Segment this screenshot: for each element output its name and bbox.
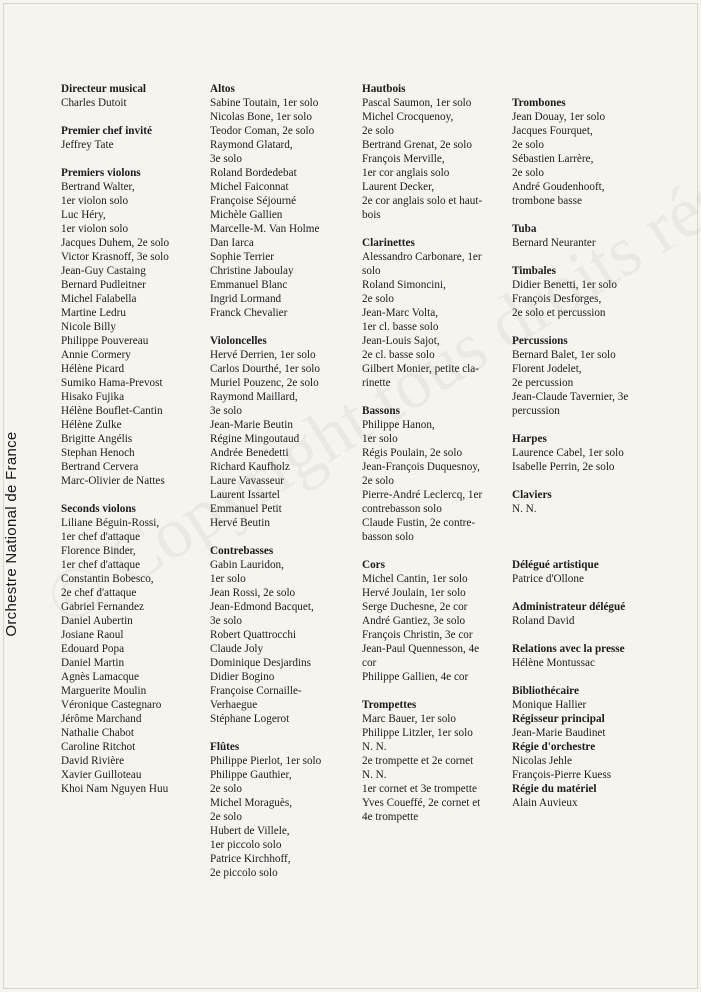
section-heading: Claviers — [512, 489, 552, 501]
roster-line: Régis Poulain, 2e solo — [362, 447, 463, 459]
roster-line: Josiane Raoul — [61, 629, 124, 641]
roster-line: Philippe Hanon, — [362, 419, 435, 431]
roster-line: Marc Bauer, 1er solo — [362, 713, 456, 725]
section-seconds-violons — [61, 502, 201, 796]
roster-line: Robert Quattrocchi — [210, 629, 297, 641]
roster-line: Didier Bogino — [210, 671, 275, 683]
roster-line: Dominique Desjardins — [210, 657, 311, 669]
roster-line: Patrice d'Ollone — [512, 573, 584, 585]
roster-line: Monique Hallier — [512, 699, 587, 711]
roster-line: 1er violon solo — [61, 223, 129, 235]
roster-line: Philippe Pouvereau — [61, 335, 149, 347]
roster-line: cor — [362, 657, 377, 669]
section-heading: Délégué artistique — [512, 559, 599, 571]
section-trompettes — [362, 698, 502, 824]
roster-line: Edouard Popa — [61, 643, 125, 655]
roster-line: Isabelle Perrin, 2e solo — [512, 461, 615, 473]
roster-line: Victor Krasnoff, 3e solo — [61, 251, 169, 263]
section-tuba — [512, 222, 662, 250]
roster-line: contrebasson solo — [362, 503, 442, 515]
roster-line: 1er cl. basse solo — [362, 321, 439, 333]
column-4 — [512, 96, 662, 810]
roster-line: Laurent Issartel — [210, 489, 280, 501]
roster-line: Xavier Guilloteau — [61, 769, 142, 781]
roster-line: basson solo — [362, 531, 414, 543]
roster-line: Brigitte Angélis — [61, 433, 133, 445]
roster-line: Michel Crocquenoy, — [362, 111, 454, 123]
section-heading: Régisseur principal — [512, 713, 605, 725]
roster-line: percussion — [512, 405, 560, 417]
roster-line: André Gantiez, 3e solo — [362, 615, 466, 627]
roster-line: Stéphane Logerot — [210, 713, 290, 725]
roster-line: François Christin, 3e cor — [362, 629, 473, 641]
roster-line: Roland Bordedebat — [210, 167, 297, 179]
roster-line: Marc-Olivier de Nattes — [61, 475, 165, 487]
roster-line: Bernard Neuranter — [512, 237, 596, 249]
roster-line: Marguerite Moulin — [61, 685, 147, 697]
roster-line: N. N. — [512, 503, 537, 515]
roster-line: trombone basse — [512, 195, 582, 207]
section-delegue-artistique — [512, 558, 662, 586]
roster-line: Andrée Benedetti — [210, 447, 289, 459]
section-timbales — [512, 264, 662, 320]
roster-line: 1er violon solo — [61, 195, 129, 207]
roster-line: N. N. — [362, 741, 387, 753]
roster-line: 3e solo — [210, 615, 243, 627]
roster-line: Constantin Bobesco, — [61, 573, 154, 585]
roster-line: 1er chef d'attaque — [61, 531, 141, 543]
roster-line: Jeffrey Tate — [61, 139, 114, 151]
roster-line: 1er piccolo solo — [210, 839, 282, 851]
section-heading: Timbales — [512, 265, 556, 277]
roster-line: Hélène Zulke — [61, 419, 122, 431]
roster-line: Raymond Maillard, — [210, 391, 298, 403]
roster-line: Bertrand Cervera — [61, 461, 139, 473]
roster-line: Philippe Gallien, 4e cor — [362, 671, 469, 683]
section-heading: Directeur musical — [61, 83, 147, 95]
roster-line: 1er solo — [210, 573, 246, 585]
roster-line: 2e solo — [362, 293, 395, 305]
section-heading: Altos — [210, 83, 235, 95]
roster-line: Bertrand Grenat, 2e solo — [362, 139, 472, 151]
section-administrateur-delegue — [512, 600, 662, 628]
roster-line: Stephan Henoch — [61, 447, 135, 459]
roster-line: Michel Moraguès, — [210, 797, 293, 809]
spine-title: Orchestre National de France — [3, 431, 20, 637]
roster-line: Michel Faiconnat — [210, 181, 289, 193]
section-violoncelles — [210, 334, 350, 530]
roster-line: Jean-Louis Sajot, — [362, 335, 440, 347]
roster-line: 3e solo — [210, 153, 243, 165]
roster-line: Hélène Picard — [61, 363, 125, 375]
roster-line: Alain Auvieux — [512, 797, 578, 809]
roster-line: Nicolas Jehle — [512, 755, 572, 767]
roster-line: Laurent Decker, — [362, 181, 435, 193]
roster-line: Daniel Martin — [61, 657, 125, 669]
roster-line: Dan Iarca — [210, 237, 254, 249]
section-altos — [210, 82, 350, 320]
roster-line: Laurence Cabel, 1er solo — [512, 447, 624, 459]
section-heading: Harpes — [512, 433, 547, 445]
roster-line: rinette — [362, 377, 391, 389]
roster-line: Caroline Ritchot — [61, 741, 136, 753]
roster-line: Patrice Kirchhoff, — [210, 853, 291, 865]
roster-line: David Rivière — [61, 755, 125, 767]
roster-line: Michel Cantin, 1er solo — [362, 573, 468, 585]
section-heading: Bibliothécaire — [512, 685, 579, 697]
section-contrebasses — [210, 544, 350, 726]
roster-line: N. N. — [362, 769, 387, 781]
roster-line: Philippe Litzler, 1er solo — [362, 727, 473, 739]
roster-line: Didier Benetti, 1er solo — [512, 279, 618, 291]
roster-line: Verhaegue — [210, 699, 258, 711]
roster-line: Laure Vavasseur — [210, 475, 285, 487]
roster-line: 2e solo — [362, 125, 395, 137]
roster-line: 2e solo — [362, 475, 395, 487]
roster-line: Jean-Marie Beutin — [210, 419, 293, 431]
roster-line: Liliane Béguin-Rossi, — [61, 517, 160, 529]
roster-line: Nicole Billy — [61, 321, 116, 333]
section-heading: Flûtes — [210, 741, 240, 753]
column-3 — [362, 82, 502, 838]
roster-line: Raymond Glatard, — [210, 139, 293, 151]
roster-line: Gabin Lauridon, — [210, 559, 284, 571]
roster-line: Emmanuel Blanc — [210, 279, 288, 291]
section-heading: Premier chef invité — [61, 125, 152, 137]
roster-line: 2e cor anglais solo et haut- — [362, 195, 483, 207]
roster-line: Roland David — [512, 615, 575, 627]
roster-line: Hervé Joulain, 1er solo — [362, 587, 466, 599]
roster-line: Hervé Derrien, 1er solo — [210, 349, 316, 361]
roster-line: 1er cornet et 3e trompette — [362, 783, 477, 795]
section-heading: Cors — [362, 559, 385, 571]
section-heading: Bassons — [362, 405, 400, 417]
roster-line: François Merville, — [362, 153, 445, 165]
section-harpes — [512, 432, 662, 474]
roster-line: Florence Binder, — [61, 545, 136, 557]
roster-line: Claude Joly — [210, 643, 264, 655]
roster-line: Charles Dutoit — [61, 97, 127, 109]
roster-line: Jean-François Duquesnoy, — [362, 461, 480, 473]
roster-line: Hervé Beutin — [210, 517, 270, 529]
section-regie-du-materiel — [512, 782, 662, 810]
section-bassons — [362, 404, 502, 544]
section-heading: Trombones — [512, 97, 566, 109]
roster-line: Yves Coueffé, 2e cornet et — [362, 797, 481, 809]
section-heading: Percussions — [512, 335, 568, 347]
roster-line: 2e piccolo solo — [210, 867, 278, 879]
roster-line: Jean-Paul Quennesson, 4e — [362, 643, 480, 655]
section-claviers — [512, 488, 662, 516]
roster-line: 2e chef d'attaque — [61, 587, 137, 599]
section-heading: Régie d'orchestre — [512, 741, 596, 753]
roster-line: Christine Jaboulay — [210, 265, 294, 277]
roster-line: 4e trompette — [362, 811, 419, 823]
roster-line: Jean-Claude Tavernier, 3e — [512, 391, 629, 403]
section-hautbois — [362, 82, 502, 222]
section-heading: Tuba — [512, 223, 537, 235]
roster-line: Hisako Fujika — [61, 391, 125, 403]
roster-line: solo — [362, 265, 381, 277]
roster-line: Roland Simoncini, — [362, 279, 446, 291]
roster-line: Jacques Duhem, 2e solo — [61, 237, 170, 249]
roster-line: 2e solo — [512, 139, 545, 151]
roster-line: Jean-Marc Volta, — [362, 307, 439, 319]
roster-line: Pierre-André Leclercq, 1er — [362, 489, 483, 501]
roster-line: Hubert de Villele, — [210, 825, 290, 837]
column-1 — [61, 82, 201, 810]
column-2 — [210, 82, 350, 894]
section-trombones — [512, 96, 662, 208]
roster-line: Bernard Balet, 1er solo — [512, 349, 616, 361]
section-heading: Contrebasses — [210, 545, 274, 557]
roster-line: Martine Ledru — [61, 307, 126, 319]
section-premier-chef-invite — [61, 124, 201, 152]
section-directeur-musical — [61, 82, 201, 110]
roster-line: Pascal Saumon, 1er solo — [362, 97, 472, 109]
section-bibliothecaire — [512, 684, 662, 712]
section-percussions — [512, 334, 662, 418]
section-heading: Clarinettes — [362, 237, 415, 249]
section-clarinettes — [362, 236, 502, 390]
roster-line: Claude Fustin, 2e contre- — [362, 517, 476, 529]
roster-line: Sumiko Hama-Prevost — [61, 377, 163, 389]
section-heading: Violoncelles — [210, 335, 267, 347]
section-heading: Trompettes — [362, 699, 417, 711]
section-heading: Régie du matériel — [512, 783, 597, 795]
roster-line: Teodor Coman, 2e solo — [210, 125, 315, 137]
section-premiers-violons — [61, 166, 201, 488]
roster-line: bois — [362, 209, 381, 221]
roster-line: Jérôme Marchand — [61, 713, 142, 725]
roster-line: Florent Jodelet, — [512, 363, 582, 375]
roster-line: Philippe Gauthier, — [210, 769, 292, 781]
roster-line: Jean-Edmond Bacquet, — [210, 601, 314, 613]
roster-line: Sophie Terrier — [210, 251, 274, 263]
section-regie-d-orchestre — [512, 740, 662, 782]
roster-line: Françoise Séjourné — [210, 195, 297, 207]
roster-line: Jean Rossi, 2e solo — [210, 587, 296, 599]
roster-line: François Desforges, — [512, 293, 602, 305]
section-heading: Hautbois — [362, 83, 406, 95]
roster-line: Sabine Toutain, 1er solo — [210, 97, 319, 109]
roster-line: 1er cor anglais solo — [362, 167, 450, 179]
section-regisseur-principal — [512, 712, 662, 740]
roster-line: Luc Héry, — [61, 209, 106, 221]
section-heading: Administrateur délégué — [512, 601, 626, 613]
roster-line: 1er solo — [362, 433, 398, 445]
roster-line: Jean Douay, 1er solo — [512, 111, 606, 123]
roster-line: Véronique Castegnaro — [61, 699, 162, 711]
section-heading: Premiers violons — [61, 167, 141, 179]
roster-line: Emmanuel Petit — [210, 503, 282, 515]
roster-line: Régine Mingoutaud — [210, 433, 300, 445]
roster-line: Alessandro Carbonare, 1er — [362, 251, 482, 263]
section-relations-avec-la-presse — [512, 642, 662, 670]
roster-line: 2e solo et percussion — [512, 307, 606, 319]
roster-line: André Goudenhooft, — [512, 181, 605, 193]
roster-line: Jean-Marie Baudinet — [512, 727, 606, 739]
roster-line: Hélène Montussac — [512, 657, 595, 669]
roster-line: Serge Duchesne, 2e cor — [362, 601, 468, 613]
roster-line: Khoi Nam Nguyen Huu — [61, 783, 169, 795]
roster-line: Bernard Pudleitner — [61, 279, 146, 291]
roster-line: Agnès Lamacque — [61, 671, 139, 683]
roster-line: Gilbert Monier, petite cla- — [362, 363, 479, 375]
roster-line: Muriel Pouzenc, 2e solo — [210, 377, 319, 389]
roster-line: 2e percussion — [512, 377, 574, 389]
roster-line: Michèle Gallien — [210, 209, 283, 221]
roster-line: 2e cl. basse solo — [362, 349, 435, 361]
roster-line: Jean-Guy Castaing — [61, 265, 146, 277]
roster-line: Carlos Dourthé, 1er solo — [210, 363, 320, 375]
roster-line: 2e trompette et 2e cornet — [362, 755, 474, 767]
section-cors — [362, 558, 502, 684]
section-flutes — [210, 740, 350, 880]
roster-line: 2e solo — [210, 783, 243, 795]
roster-line: François-Pierre Kuess — [512, 769, 612, 781]
roster-line: Annie Cormery — [61, 349, 131, 361]
roster-line: Bertrand Walter, — [61, 181, 135, 193]
roster-line: Jacques Fourquet, — [512, 125, 593, 137]
roster-line: Michel Falabella — [61, 293, 137, 305]
roster-line: Nathalie Chabot — [61, 727, 135, 739]
roster-line: 1er chef d'attaque — [61, 559, 141, 571]
section-heading: Relations avec la presse — [512, 643, 625, 655]
roster-line: Gabriel Fernandez — [61, 601, 144, 613]
roster-line: Hélène Bouflet-Cantin — [61, 405, 163, 417]
roster-line: Françoise Cornaille- — [210, 685, 302, 697]
roster-line: Nicolas Bone, 1er solo — [210, 111, 312, 123]
roster-line: Ingrid Lormand — [210, 293, 282, 305]
roster-line: Philippe Pierlot, 1er solo — [210, 755, 322, 767]
roster-line: 3e solo — [210, 405, 243, 417]
roster-line: Daniel Aubertin — [61, 615, 133, 627]
roster-line: Richard Kaufholz — [210, 461, 290, 473]
section-heading: Seconds violons — [61, 503, 136, 515]
roster-line: Franck Chevalier — [210, 307, 288, 319]
roster-line: 2e solo — [512, 167, 545, 179]
roster-line: 2e solo — [210, 811, 243, 823]
roster-line: Sébastien Larrère, — [512, 153, 594, 165]
roster-line: Marcelle-M. Van Holme — [210, 223, 320, 235]
